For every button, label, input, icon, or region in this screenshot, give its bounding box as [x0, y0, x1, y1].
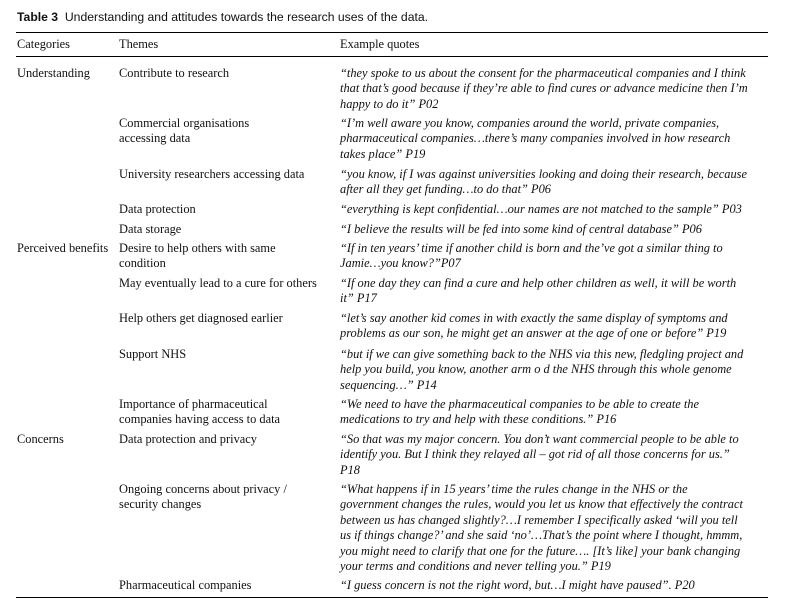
quote-line: government changes the rules, would you let us know that effectively the contract	[340, 497, 743, 512]
row-theme	[119, 276, 317, 291]
theme-line: accessing data	[119, 131, 191, 146]
quote-line: “but if we can give something back to the NHS via this new, fledgling project and	[340, 347, 744, 361]
theme-line: Support NHS	[119, 347, 187, 361]
row-quote	[340, 202, 768, 217]
row-theme	[119, 167, 304, 182]
quote-line: medications to try and help with these conditions.” P16	[340, 412, 617, 427]
quote-line: P18	[340, 462, 360, 477]
row-quote	[340, 482, 768, 574]
row-quote	[340, 432, 768, 478]
theme-line: Desire to help others with same	[119, 241, 276, 255]
row-quote	[340, 578, 768, 593]
row-theme	[119, 397, 280, 428]
header-rule	[16, 56, 768, 57]
theme-line: May eventually lead to a cure for others	[119, 276, 317, 290]
row-theme	[119, 311, 283, 326]
row-quote	[340, 276, 768, 307]
theme-line: Data protection	[119, 202, 196, 216]
quote-line: “they spoke to us about the consent for the pharmaceutical companies and I think	[340, 66, 746, 80]
theme-line: Commercial organisations	[119, 116, 250, 130]
row-quote	[340, 311, 768, 342]
quote-line: “let’s say another kid comes in with exactly the same display of symptoms and	[340, 311, 728, 325]
table-label: Table 3	[17, 10, 59, 24]
table-title: Understanding and attitudes towards the research uses of the data.	[64, 10, 429, 24]
row-theme	[119, 116, 249, 147]
quote-line: that that’s good because if they’re able to find cures or advance medicine then I’m	[340, 81, 748, 96]
header-themes: Themes	[119, 37, 159, 51]
row-quote	[340, 347, 768, 393]
theme-line: condition	[119, 256, 166, 271]
theme-line: Help others get diagnosed earlier	[119, 311, 283, 325]
theme-line: Pharmaceutical companies	[119, 578, 252, 592]
quote-line: “If in ten years’ time if another child is born and the’ve got a similar thing to	[340, 241, 723, 255]
row-category: Understanding	[17, 66, 90, 80]
row-quote	[340, 167, 768, 198]
row-theme	[119, 482, 287, 513]
row-category: Concerns	[17, 432, 64, 446]
row-quote	[340, 397, 768, 428]
row-theme	[119, 432, 257, 447]
theme-line: security changes	[119, 497, 202, 512]
quote-line: between us has changed slightly?…I remember I specifically asked ‘will you tell	[340, 512, 738, 527]
theme-line: Importance of pharmaceutical	[119, 397, 268, 411]
quote-line: it” P17	[340, 291, 377, 306]
row-quote	[340, 241, 768, 272]
quote-line: sequencing…” P14	[340, 377, 437, 392]
row-theme	[119, 241, 276, 272]
theme-line: Data storage	[119, 222, 182, 236]
table-caption	[17, 10, 428, 24]
quote-line: “you know, if I was against universities looking and doing their research, because	[340, 167, 748, 181]
quote-line: “I’m well aware you know, companies around the world, private companies,	[340, 116, 720, 130]
theme-line: University researchers accessing data	[119, 167, 305, 181]
theme-line: Data protection and privacy	[119, 432, 257, 446]
quote-line: “We need to have the pharmaceutical companies to be able to create the	[340, 397, 700, 411]
row-quote	[340, 66, 768, 112]
quote-line: Jamie…you know?”P07	[340, 256, 461, 271]
quote-line: problems as our son, he might get an answer at the age of one or before” P19	[340, 326, 727, 341]
quote-line: after all they get funding…to do that” P06	[340, 182, 551, 197]
quote-line: identify you. But I think they relayed all – got rid of all those concerns for us.”	[340, 447, 730, 462]
row-theme	[119, 202, 196, 217]
quote-line: takes place” P19	[340, 146, 426, 161]
quote-line: “everything is kept confidential…our names are not matched to the sample” P03	[340, 202, 742, 216]
quote-line: us if things change?’ and she said ‘no’…That’s the point where I thought, hmmm,	[340, 528, 743, 543]
row-theme	[119, 222, 181, 237]
row-theme	[119, 347, 186, 362]
bottom-rule	[16, 597, 768, 598]
row-theme	[119, 66, 229, 81]
quote-line: pharmaceutical companies…there’s many companies involved in how research	[340, 131, 731, 146]
quote-line: “If one day they can find a cure and help other children as well, it will be worth	[340, 276, 737, 290]
quote-line: “I guess concern is not the right word, but…I might have paused”. P20	[340, 578, 695, 592]
quote-line: “What happens if in 15 years’ time the rules change in the NHS or the	[340, 482, 688, 496]
header-quotes: Example quotes	[340, 37, 420, 51]
quote-line: your terms and conditions and never telling you.” P19	[340, 559, 611, 574]
theme-line: Contribute to research	[119, 66, 230, 80]
row-theme	[119, 578, 251, 593]
row-category: Perceived benefits	[17, 241, 109, 255]
theme-line: Ongoing concerns about privacy /	[119, 482, 287, 496]
quote-line: “So that was my major concern. You don’t want commercial people to be able to	[340, 432, 739, 446]
quote-line: you might need to clarify that one for the future…. [It’s like] your bank changing	[340, 543, 741, 558]
quote-line: happy to do it” P02	[340, 96, 439, 111]
top-rule	[16, 32, 768, 33]
theme-line: companies having access to data	[119, 412, 281, 427]
quote-line: “I believe the results will be fed into some kind of central database” P06	[340, 222, 702, 236]
row-quote	[340, 222, 768, 237]
quote-line: help you build, you know, another arm o d the NHS through this whole genome	[340, 362, 732, 377]
header-categories: Categories	[17, 37, 70, 51]
row-quote	[340, 116, 768, 162]
